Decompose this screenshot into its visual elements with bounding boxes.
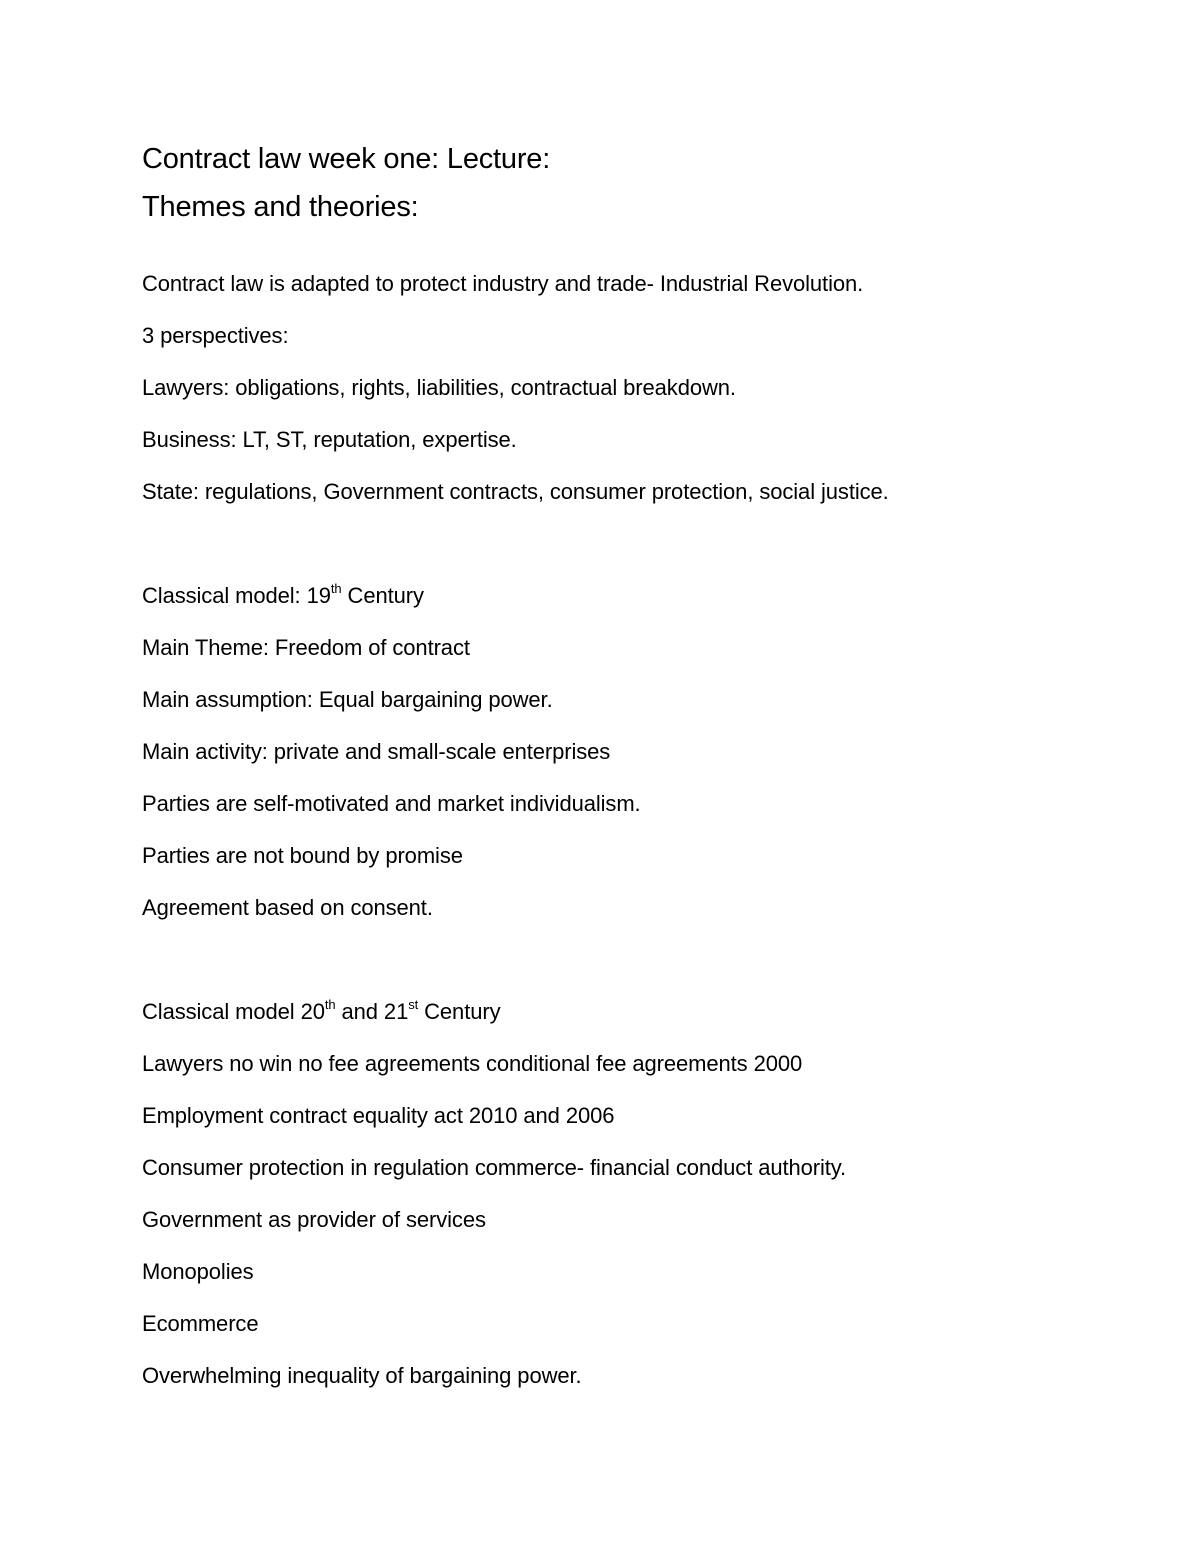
perspectives-heading: 3 perspectives:: [142, 323, 289, 348]
classical-heading-suffix: Century: [341, 583, 424, 608]
classical-heading-prefix: Classical model: 19: [142, 583, 331, 608]
modern-item: Monopolies: [142, 1259, 254, 1284]
modern-heading-sup2: st: [408, 997, 419, 1012]
classical-item: Parties are self-motivated and market individualism.: [142, 791, 641, 816]
paragraph-spacer: [142, 518, 1142, 570]
document-body: [142, 140, 1142, 1402]
perspective-state: State: regulations, Government contracts, consumer protection, social justice.: [142, 479, 889, 504]
modern-item: Government as provider of services: [142, 1207, 486, 1232]
modern-item: Consumer protection in regulation commerce- financial conduct authority.: [142, 1155, 847, 1180]
modern-heading-sup1: th: [324, 997, 336, 1012]
perspective-lawyers: Lawyers: obligations, rights, liabilities, contractual breakdown.: [142, 375, 736, 400]
modern-item: Overwhelming inequality of bargaining power.: [142, 1363, 582, 1388]
perspective-business: Business: LT, ST, reputation, expertise.: [142, 427, 517, 452]
modern-heading: [142, 986, 1142, 1038]
modern-heading-part2: and 21: [335, 999, 409, 1024]
modern-heading-part3: Century: [418, 999, 501, 1024]
classical-item: Main Theme: Freedom of contract: [142, 635, 470, 660]
paragraph-spacer: [142, 934, 1142, 986]
document-title: Contract law week one: Lecture:: [142, 143, 551, 175]
classical-heading-sup: th: [330, 581, 342, 596]
modern-item: Lawyers no win no fee agreements conditional fee agreements 2000: [142, 1051, 803, 1076]
classical-heading: [142, 570, 1142, 622]
intro-paragraph: Contract law is adapted to protect industry and trade- Industrial Revolution.: [142, 271, 864, 296]
classical-item: Agreement based on consent.: [142, 895, 433, 920]
modern-item: Ecommerce: [142, 1311, 259, 1336]
modern-heading-part1: Classical model 20: [142, 999, 325, 1024]
document-subtitle: Themes and theories:: [142, 191, 419, 223]
classical-item: Parties are not bound by promise: [142, 843, 463, 868]
classical-item: Main assumption: Equal bargaining power.: [142, 687, 553, 712]
modern-item: Employment contract equality act 2010 and 2006: [142, 1103, 615, 1128]
classical-item: Main activity: private and small-scale enterprises: [142, 739, 611, 764]
